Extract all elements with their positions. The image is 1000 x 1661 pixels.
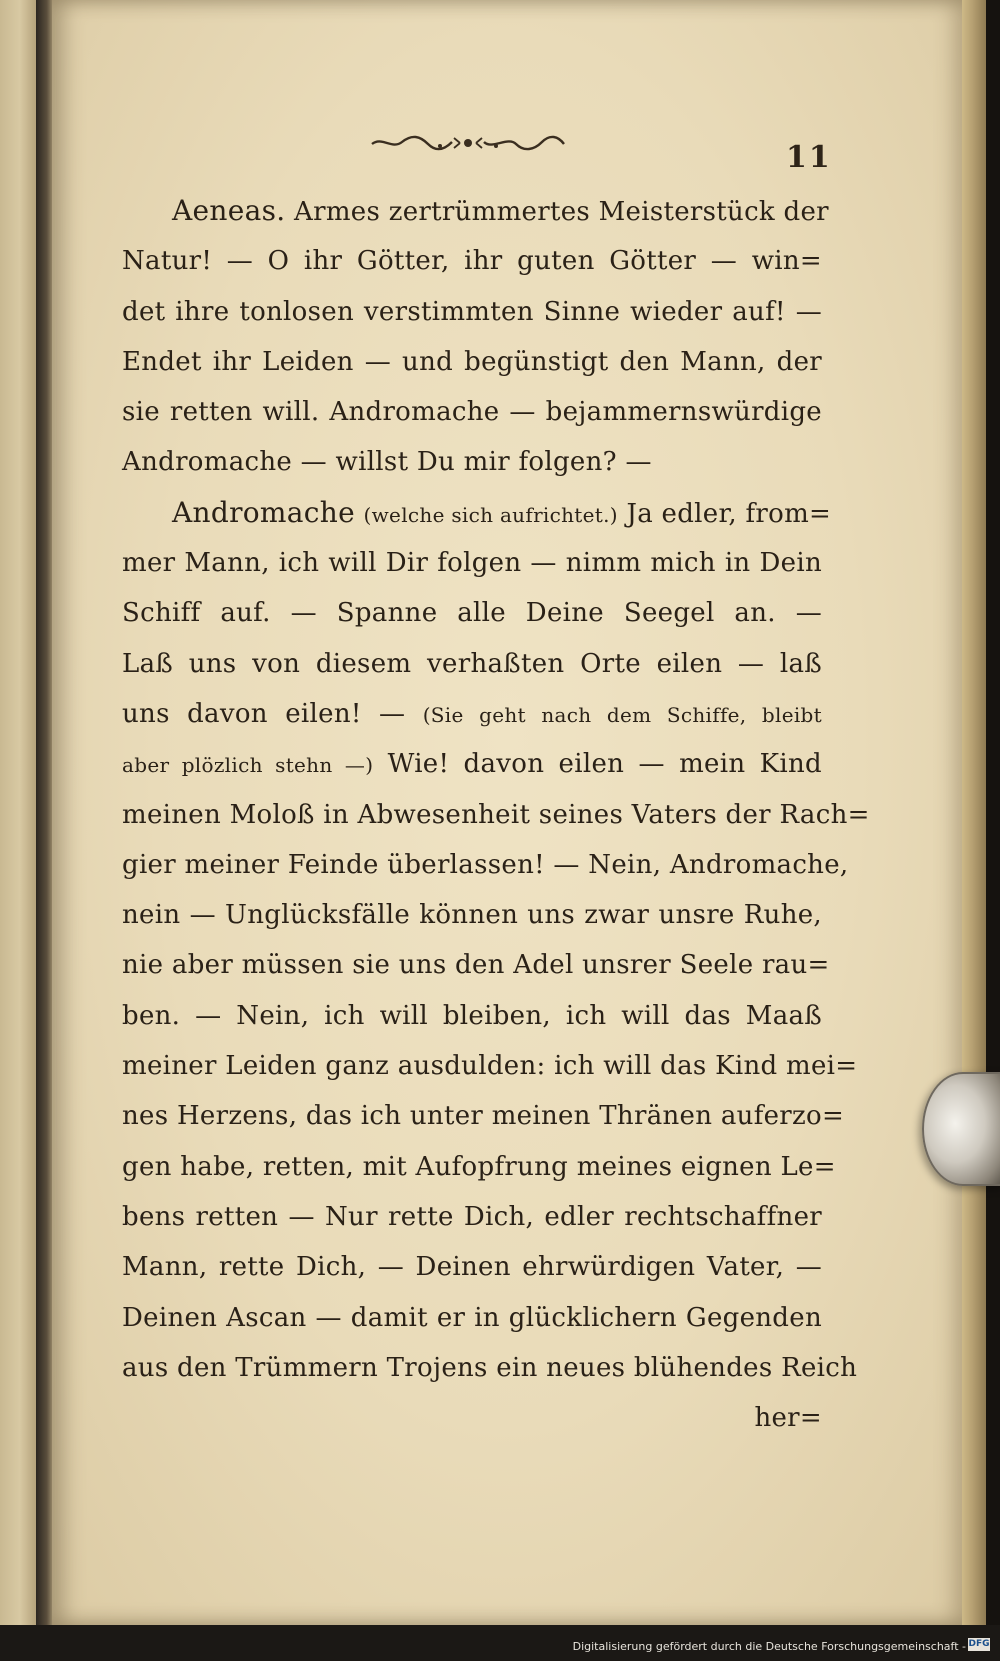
- text-line: aus den Trümmern Trojens ein neues blühendes Reich: [122, 1352, 858, 1383]
- page-fore-edge: [962, 0, 986, 1625]
- text-line: Mann, rette Dich, — Deinen ehrwürdigen Vater, —: [122, 1252, 822, 1283]
- facing-page-edge: [0, 0, 38, 1625]
- stage-direction: (Sie geht nach dem Schiffe, bleibt: [422, 702, 822, 727]
- stage-direction: aber plözlich stehn —): [122, 753, 374, 778]
- text-line: ben. — Nein, ich will bleiben, ich will das Maaß: [122, 1000, 822, 1031]
- text-line: sie retten will. Andromache — bejammernswürdige: [122, 397, 822, 428]
- page-clip: [922, 1072, 1000, 1186]
- stage-direction: (welche sich aufrichtet.): [363, 502, 618, 527]
- text-line: Laß uns von diesem verhaßten Orte eilen — laß: [122, 648, 822, 679]
- text-line: meinen Moloß in Abwesenheit seines Vaters der Rach=: [122, 799, 870, 830]
- text-line: det ihre tonlosen verstimmten Sinne wieder auf! —: [122, 296, 822, 327]
- text-line: nie aber müssen sie uns den Adel unsrer Seele rau=: [122, 950, 830, 981]
- text-line: Schiff auf. — Spanne alle Deine Seegel an. —: [122, 598, 822, 629]
- text-line: Andromache — willst Du mir folgen? —: [122, 447, 652, 478]
- speech-text: Wie! davon eilen — mein Kind: [387, 749, 822, 780]
- page-text: [122, 186, 870, 1443]
- text-line: gier meiner Feinde überlassen! — Nein, Andromache,: [122, 849, 849, 880]
- dfg-logo: DFG: [968, 1639, 990, 1649]
- catchword-line: [122, 1393, 822, 1443]
- text-line: Deinen Ascan — damit er in glücklichern Gegenden: [122, 1302, 822, 1333]
- page-number: 11: [786, 140, 832, 175]
- text-line: nein — Unglücksfälle können uns zwar unsre Ruhe,: [122, 900, 822, 931]
- speaker-name: Andromache: [172, 495, 355, 529]
- text-line: nes Herzens, das ich unter meinen Thränen auferzo=: [122, 1101, 845, 1132]
- text-line: [122, 689, 822, 739]
- digitization-credit: Digitalisierung gefördert durch die Deutsche Forschungsgemeinschaft -: [572, 1640, 966, 1653]
- text-line: Natur! — O ihr Götter, ihr guten Götter — win=: [122, 246, 822, 277]
- speaker-name: Aeneas.: [172, 194, 286, 227]
- text-line: bens retten — Nur rette Dich, edler rechtschaffner: [122, 1201, 822, 1232]
- speech-text: uns davon eilen! —: [122, 698, 406, 729]
- text-line: mer Mann, ich will Dir folgen — nimm mich in Dein: [122, 548, 822, 579]
- text-line: [122, 488, 832, 538]
- text-line: [122, 186, 829, 236]
- text-line: Endet ihr Leiden — und begünstigt den Mann, der: [122, 346, 822, 377]
- header-ornament: [368, 132, 568, 154]
- catchword: her=: [754, 1403, 822, 1434]
- text-line: [122, 739, 822, 789]
- speech-text: Ja edler, from=: [626, 498, 832, 529]
- scanner-background: [986, 0, 1000, 1661]
- text-line: meiner Leiden ganz ausdulden: ich will das Kind mei=: [122, 1051, 858, 1082]
- text-line: gen habe, retten, mit Aufopfrung meines eignen Le=: [122, 1151, 836, 1182]
- speech-text: Armes zertrümmertes Meisterstück der: [294, 197, 829, 227]
